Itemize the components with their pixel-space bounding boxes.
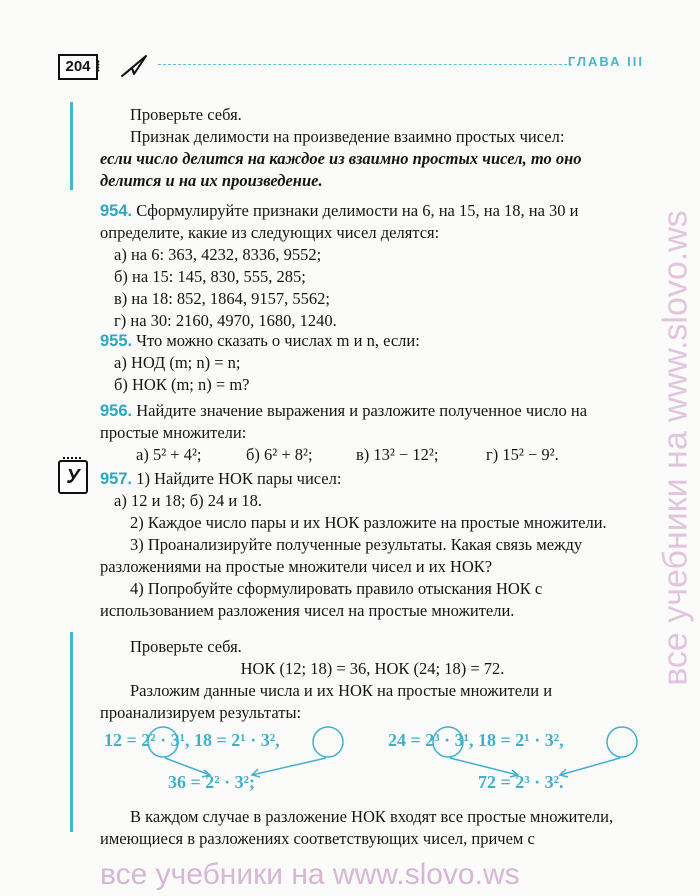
exercise-number: 956. — [100, 402, 133, 420]
arrow — [252, 758, 326, 775]
list-item: б) НОК (m; n) = m? — [114, 375, 250, 394]
exercise-part: 4) Попробуйте сформулировать правило отыскания НОК с использованием разложения чисел на простые множители. — [100, 579, 543, 620]
list-item: б) 6² + 8²; — [246, 445, 313, 464]
list-item: б) на 15: 145, 830, 555, 285; — [114, 267, 306, 286]
exercise-text: Найдите значение выражения и разложите полученное число на простые множители: — [100, 401, 588, 442]
analysis-text: Разложим данные числа и их НОК на простые множители и проанализируем результаты: — [100, 681, 553, 722]
exercise-number: 957. — [100, 470, 133, 488]
highlight-circle — [433, 727, 463, 757]
exercise-text: Сформулируйте признаки делимости на 6, на 15, на 18, на 30 и определите, какие из следующих чисел делятся: — [100, 201, 579, 242]
exercise-part: 2) Каждое число пары и их НОК разложите на простые множители. — [130, 513, 607, 532]
chapter-title: ГЛАВА III — [567, 54, 644, 69]
exercise-number: 955. — [100, 332, 133, 350]
arrow — [560, 758, 620, 775]
list-item: а) на 6: 363, 4232, 8336, 9552; — [114, 245, 322, 264]
list-item: а) НОД (m; n) = n; — [114, 353, 241, 372]
conclusion-text: В каждом случае в разложение НОК входят все простые множители, имеющиеся в разложениях соответствующих чисел, причем с — [100, 807, 614, 848]
result-right: 72 = 2³ · 3². — [478, 772, 564, 792]
check-title: Проверьте себя. — [130, 637, 242, 656]
exercise-part: 1) Найдите НОК пары чисел: — [136, 469, 342, 488]
bottom-watermark: все учебники на www.slovo.ws — [100, 858, 520, 891]
notebook-icon: У — [58, 460, 88, 494]
formula-right: 24 = 2³ · 3¹, 18 = 2¹ · 3², — [388, 730, 564, 750]
exercise-text: Что можно сказать о числах m и n, если: — [136, 331, 420, 350]
formula-left: 12 = 2² · 3¹, 18 = 2¹ · 3², — [104, 730, 280, 750]
arrow — [450, 758, 518, 775]
rule-title: Признак делимости на произведение взаимно простых чисел: — [130, 127, 565, 146]
list-item: в) 13² − 12²; — [356, 445, 439, 464]
exercise-part: 3) Проанализируйте полученные результаты. Какая связь между разложениями на простые множители чисел и их НОК? — [100, 535, 583, 576]
rule-text: если число делится на каждое из взаимно простых чисел, то оно делится и на их произведение. — [100, 149, 582, 190]
check-title: Проверьте себя. — [130, 105, 242, 124]
page-number: 204 — [58, 54, 98, 80]
highlight-circle — [148, 727, 178, 757]
side-watermark — [656, 88, 696, 808]
highlight-circle — [313, 727, 343, 757]
list-item: а) 5² + 4²; — [136, 445, 202, 464]
conclusion — [100, 806, 645, 850]
spiral-binding-icon: ⧘ — [96, 56, 100, 76]
list-item: а) 12 и 18; б) 24 и 18. — [114, 491, 262, 510]
list-item: г) на 30: 2160, 4970, 1680, 1240. — [114, 311, 337, 330]
watermark-text: все учебники на www.slovo.ws — [656, 210, 695, 686]
lcm-answers: НОК (12; 18) = 36, НОК (24; 18) = 72. — [240, 659, 505, 678]
result-left: 36 = 2² · 3²; — [168, 772, 256, 792]
list-item: в) на 18: 852, 1864, 9157, 5562; — [114, 289, 330, 308]
highlight-circle — [607, 727, 637, 757]
exercise-number: 954. — [100, 202, 133, 220]
list-item: г) 15² − 9². — [486, 445, 559, 464]
arrow — [165, 758, 210, 775]
